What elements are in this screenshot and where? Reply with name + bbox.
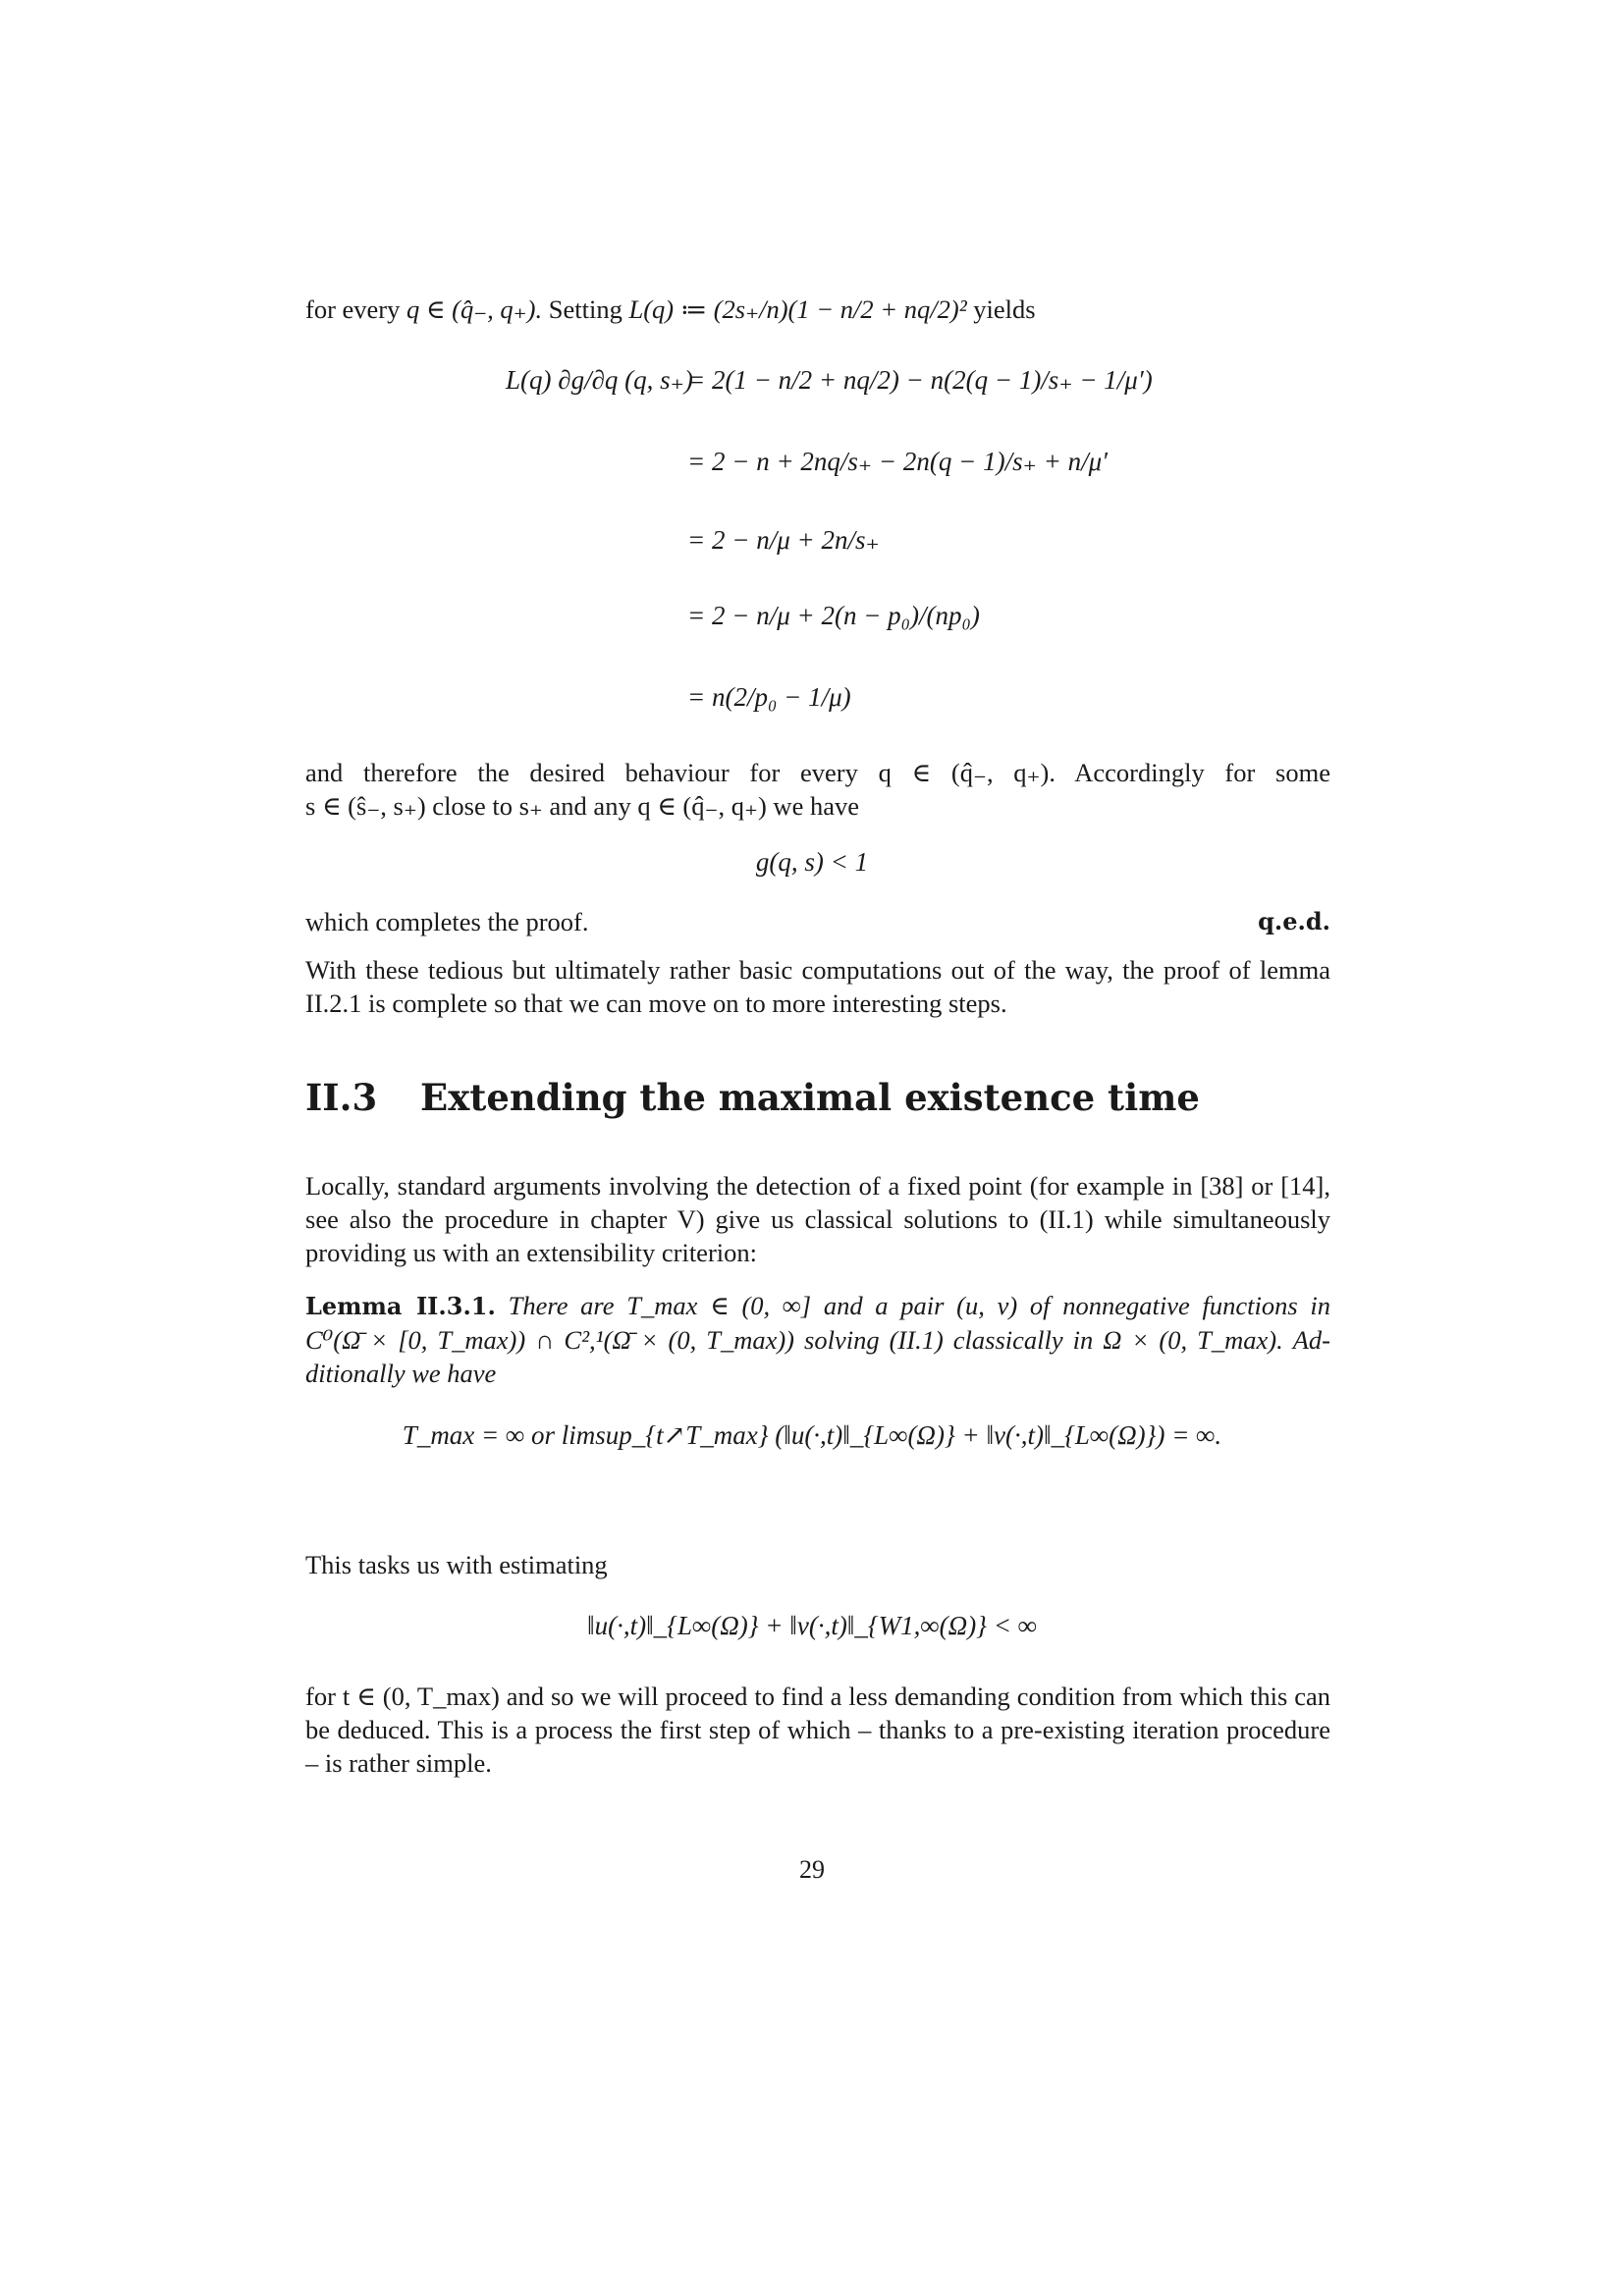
para-line-2: s ∈ (ŝ₋, s₊) close to s₊ and any q ∈ (q̂₋, q₊) we have: [305, 791, 859, 821]
para-after-derivation: [305, 756, 1330, 823]
section-title: Extending the maximal existence time: [420, 1076, 1200, 1119]
derivation-line-5: = n(2/p₀ − 1/μ): [687, 682, 851, 712]
intro-line: [305, 293, 1330, 326]
lemma-label: Lemma II.3.1.: [305, 1292, 496, 1320]
derivation-line-4: = 2 − n/μ + 2(n − p₀)/(np₀): [687, 601, 980, 630]
section-paragraph: Locally, standard arguments involving the detection of a fixed point (for example in [38] or [14], see also the procedure in chapter V) give us classical solutions to (II.1) while simultaneously providing us with an extensibility criterion:: [305, 1171, 1330, 1267]
task-line: This tasks us with estimating: [305, 1550, 608, 1579]
estimate: ‖u(·,t)‖_{L∞(Ω)} + ‖v(·,t)‖_{W1,∞(Ω)} < ∞: [587, 1611, 1037, 1640]
inequality: g(q, s) < 1: [755, 847, 869, 877]
page-number: 29: [799, 1855, 825, 1884]
completes-line: which completes the proof.: [305, 907, 589, 936]
lemma-text-1: There are T_max ∈ (0, ∞] and a pair (u, v) of nonnegative functions in: [508, 1291, 1331, 1320]
para-line-1: and therefore the desired behaviour for every q ∈ (q̂₋, q₊). Accordingly for some: [305, 758, 1330, 787]
intro-suffix: yields: [973, 294, 1036, 324]
lemma-text-2: C⁰(Ω̄ × [0, T_max)) ∩ C²,¹(Ω̄ × (0, T_max)) solving (II.1) classically in Ω × (0, T_max). Ad-: [305, 1325, 1330, 1355]
derivation-line-2: = 2 − n + 2nq/s₊ − 2n(q − 1)/s₊ + n/μ′: [687, 447, 1109, 476]
section-number: II.3: [305, 1076, 378, 1119]
section-heading: [305, 1076, 1200, 1119]
derivation-line-1: = 2(1 − n/2 + nq/2) − n(2(q − 1)/s₊ − 1/μ′): [687, 365, 1153, 395]
derivation-line-3: = 2 − n/μ + 2n/s₊: [687, 525, 880, 555]
qed-mark: q.e.d.: [1258, 907, 1330, 935]
intro-interval: q ∈ (q̂₋, q₊).: [406, 294, 543, 324]
intro-setting: Setting: [548, 294, 623, 324]
lemma-criterion: T_max = ∞ or limsup_{t↗T_max} (‖u(·,t)‖_{L∞(Ω)} + ‖v(·,t)‖_{L∞(Ω)}) = ∞.: [402, 1420, 1222, 1450]
intro-prefix: for every: [305, 294, 401, 324]
intro-definition: L(q) ≔ (2s₊/n)(1 − n/2 + nq/2)²: [628, 294, 967, 324]
lemma-text-3: ditionally we have: [305, 1359, 497, 1388]
closing-paragraph: With these tedious but ultimately rather basic computations out of the way, the proof of lemma II.2.1 is complete so that we can move on to more interesting steps.: [305, 955, 1330, 1018]
lemma-block: [305, 1289, 1330, 1390]
final-paragraph: for t ∈ (0, T_max) and so we will proceed to find a less demanding condition from which this can be deduced. This is a process the first step of which – thanks to a pre-existing iteration procedure – is rather simple.: [305, 1682, 1330, 1778]
derivation-lhs: L(q) ∂g/∂q (q, s₊): [506, 365, 693, 395]
